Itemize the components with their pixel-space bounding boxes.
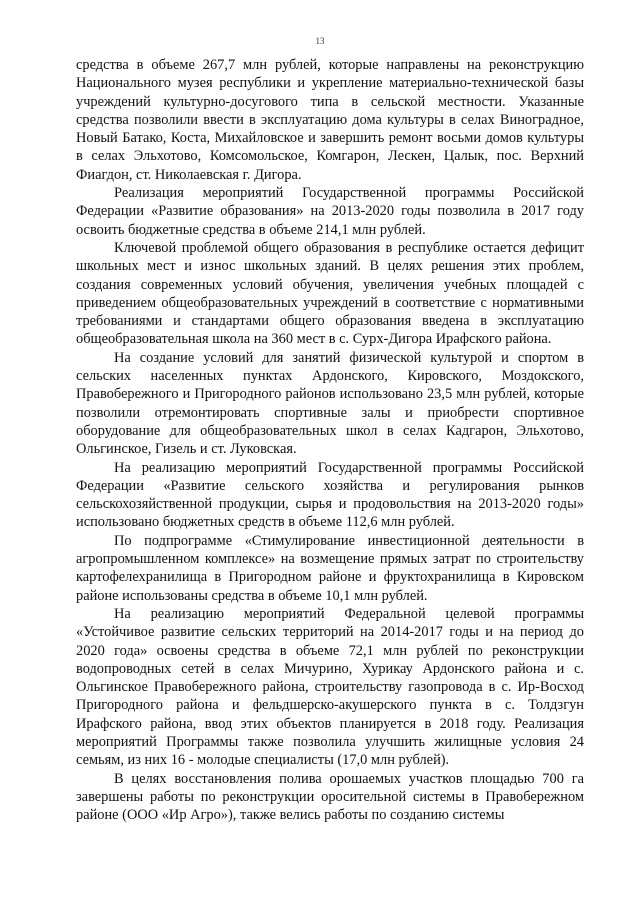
paragraph-4: На создание условий для занятий физической культурой и спортом в сельских населенных пунктах Ардонского, Кировского, Моздокского, Правобережного и Пригородного районов использовано 23,5 млн рублей, которые позволили отремонтировать спортивные залы и приобрести спортивное оборудование для общеобразовательных школ в селах Кадгарон, Эльхотово, Ольгинское, Гизель и ст. Луковская. (76, 349, 584, 458)
paragraph-8: В целях восстановления полива орошаемых участков площадью 700 га завершены работы по реконструкции оросительной системы в Правобережном районе (ООО «Ир Агро»), также велись работы по созданию системы (76, 770, 584, 824)
document-body (76, 56, 584, 824)
paragraph-6: По подпрограмме «Стимулирование инвестиционной деятельности в агропромышленном комплексе» на возмещение прямых затрат по строительству картофелехранилища в Пригородном районе и фруктохранилища в Кировском районе использованы средства в объеме 10,1 млн рублей. (76, 532, 584, 604)
paragraph-3: Ключевой проблемой общего образования в республике остается дефицит школьных мест и износ школьных зданий. В целях решения этих проблем, создания современных условий обучения, увеличения учебных площадей с приведением общеобразовательных учреждений в соответствие с нормативными требованиями и стандартами общего образования введена в эксплуатацию общеобразовательная школа на 360 мест в с. Сурх-Дигора Ирафского района. (76, 239, 584, 348)
page-number: 13 (315, 36, 325, 46)
paragraph-5: На реализацию мероприятий Государственной программы Российской Федерации «Развитие сельского хозяйства и регулирования рынков сельскохозяйственной продукции, сырья и продовольствия на 2013-2020 годы» использовано бюджетных средств в объеме 112,6 млн рублей. (76, 459, 584, 531)
paragraph-1: средства в объеме 267,7 млн рублей, которые направлены на реконструкцию Национального музея республики и укрепление материально-технической базы учреждений культурно-досугового типа в сельской местности. Указанные средства позволили ввести в эксплуатацию дома культуры в селах Виноградное, Новый Батако, Коста, Михайловское и завершить ремонт восьми домов культуры в селах Эльхотово, Комсомольское, Комгарон, Лескен, Цалык, пос. Верхний Фиагдон, ст. Николаевская г. Дигора. (76, 57, 584, 183)
paragraph-2: Реализация мероприятий Государственной программы Российской Федерации «Развитие образования» на 2013-2020 годы позволила в 2017 году освоить бюджетные средства в объеме 214,1 млн рублей. (76, 185, 584, 238)
paragraph-7: На реализацию мероприятий Федеральной целевой программы «Устойчивое развитие сельских территорий на 2014-2017 годы и на период до 2020 года» освоены средства в объеме 72,1 млн рублей по реконструкции водопроводных сетей в селах Мичурино, Хурикау Ардонского района и с. Ольгинское Правобережного района, строительству газопровода в с. Ир-Восход Пригородного района и фельдшерско-акушерского пункта в с. Толдзгун Ирафского района, ввод этих объектов планируется в 2018 году. Реализация мероприятий Программы также позволила улучшить жилищные условия 24 семьям, из них 16 - молодые специалисты (17,0 млн рублей). (76, 605, 584, 769)
